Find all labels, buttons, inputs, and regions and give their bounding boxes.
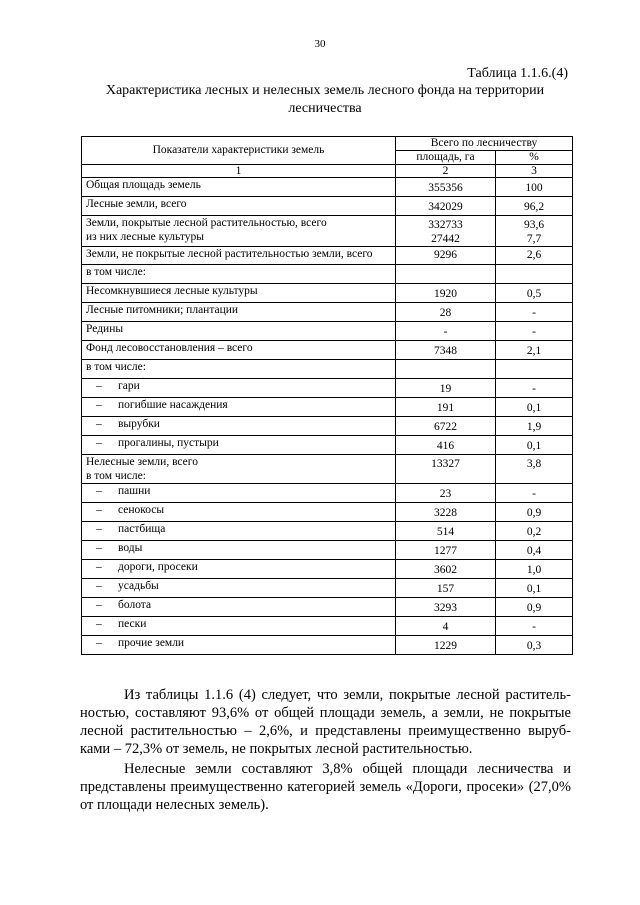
row-percent [496, 265, 573, 284]
row-label-text: пески [118, 618, 147, 630]
row-label-text: погибшие насаждения [118, 399, 228, 411]
row-label-line: Нелесные земли, всего [86, 456, 198, 468]
row-label [82, 216, 396, 247]
row-percent: 0,9 [496, 598, 573, 617]
row-label: Несомкнувшиеся лесные культуры [82, 284, 396, 303]
row-area: 342029 [396, 197, 496, 216]
column-number: 3 [496, 165, 573, 178]
table-row [82, 247, 573, 265]
table-row [82, 379, 573, 398]
header-percent: % [496, 151, 573, 165]
row-label [82, 579, 396, 598]
table-row [82, 265, 573, 284]
dash-marker: – [96, 599, 102, 611]
row-label [82, 636, 396, 655]
row-label-text: гари [118, 380, 140, 392]
row-area: 6722 [396, 417, 496, 436]
row-label [82, 541, 396, 560]
header-indicator: Показатели характеристики земель [82, 137, 396, 165]
row-area-line: 332733 [428, 219, 463, 231]
row-label [82, 398, 396, 417]
row-area: 4 [396, 617, 496, 636]
dash-marker: – [96, 485, 102, 497]
column-number: 1 [82, 165, 396, 178]
table-row [82, 617, 573, 636]
dash-marker: – [96, 561, 102, 573]
table-row [82, 322, 573, 341]
row-percent: 0,5 [496, 284, 573, 303]
row-label: в том числе: [82, 265, 396, 284]
dash-marker: – [96, 618, 102, 630]
row-area: 1277 [396, 541, 496, 560]
row-label: Фонд лесовосстановления – всего [82, 341, 396, 360]
row-area: 1229 [396, 636, 496, 655]
row-label [82, 617, 396, 636]
header-area: площадь, га [396, 151, 496, 165]
row-label-text: вырубки [118, 418, 160, 430]
row-percent: 0,4 [496, 541, 573, 560]
table-row [82, 341, 573, 360]
dash-marker: – [96, 399, 102, 411]
row-area: 9296 [396, 247, 496, 265]
row-label [82, 417, 396, 436]
row-label-text: пашни [118, 485, 151, 497]
row-area: 19 [396, 379, 496, 398]
table-row [82, 503, 573, 522]
row-percent: 0,1 [496, 436, 573, 455]
row-label-text: прогалины, пустыри [118, 437, 219, 449]
table-row [82, 417, 573, 436]
table-row [82, 178, 573, 197]
dash-marker: – [96, 542, 102, 554]
row-label [82, 436, 396, 455]
row-area: 416 [396, 436, 496, 455]
land-characteristics-table [81, 136, 573, 655]
table-row [82, 598, 573, 617]
row-area: 28 [396, 303, 496, 322]
row-area: 157 [396, 579, 496, 598]
row-label-line: Земли, покрытые лесной растительностью, всего [86, 217, 327, 229]
row-label: Земли, не покрытые лесной растительностью земли, всего [82, 247, 396, 265]
row-area: 3228 [396, 503, 496, 522]
table-row [82, 636, 573, 655]
row-percent-line: 7,7 [526, 233, 542, 245]
row-label [82, 598, 396, 617]
row-percent: 0,1 [496, 579, 573, 598]
row-label [82, 560, 396, 579]
table-row [82, 436, 573, 455]
row-percent: 2,1 [496, 341, 573, 360]
row-label [82, 522, 396, 541]
table-row [82, 284, 573, 303]
table-row [82, 303, 573, 322]
row-percent [496, 216, 573, 247]
row-label-text: болота [118, 599, 152, 611]
table-row [82, 360, 573, 379]
row-label-text: сенокосы [118, 504, 165, 516]
page-number: 30 [314, 38, 326, 50]
row-percent: 1,0 [496, 560, 573, 579]
row-label [82, 455, 396, 484]
row-label-text: дороги, просеки [118, 561, 198, 573]
row-label: Лесные земли, всего [82, 197, 396, 216]
row-percent: - [496, 484, 573, 503]
dash-marker: – [96, 437, 102, 449]
row-label-text: воды [118, 542, 143, 554]
row-label: Редины [82, 322, 396, 341]
row-percent: - [496, 379, 573, 398]
dash-marker: – [96, 418, 102, 430]
row-percent: 1,9 [496, 417, 573, 436]
body-paragraph: Из таблицы 1.1.6 (4) следует, что земли, покрытые лесной раститель-ностью, составляют 93,6% от общей площади земель, а земли, не покрытые лесной растительностью – 2,6%, и представлены преимущественно выруб-ками – 72,3% от земель, не покрытых лесной растительностью. [80, 687, 571, 757]
table-row [82, 484, 573, 503]
header-total-group: Всего по лесничеству [396, 137, 573, 151]
table-label: Таблица 1.1.6.(4) [467, 66, 568, 81]
row-percent [496, 360, 573, 379]
row-percent-line: 93,6 [523, 219, 545, 231]
row-area: 514 [396, 522, 496, 541]
dash-marker: – [96, 504, 102, 516]
row-area: 191 [396, 398, 496, 417]
row-percent: 2,6 [496, 247, 573, 265]
dash-marker: – [96, 637, 102, 649]
row-label-text: пастбища [118, 523, 166, 535]
row-percent: - [496, 303, 573, 322]
row-area: - [396, 322, 496, 341]
row-area [396, 265, 496, 284]
row-label: в том числе: [82, 360, 396, 379]
row-percent: 0,1 [496, 398, 573, 417]
row-label: Общая площадь земель [82, 178, 396, 197]
row-area: 3293 [396, 598, 496, 617]
table-row [82, 197, 573, 216]
row-area: 1920 [396, 284, 496, 303]
row-percent: - [496, 322, 573, 341]
row-label-line: в том числе: [86, 470, 146, 482]
row-label [82, 503, 396, 522]
row-percent: 3,8 [496, 455, 573, 484]
row-area [396, 216, 496, 247]
dash-marker: – [96, 523, 102, 535]
row-label [82, 484, 396, 503]
table-row [82, 579, 573, 598]
body-paragraph: Нелесные земли составляют 3,8% общей площади лесничества и представлены преимущественно категорией земель «Дороги, просеки» (27,0% от площади нелесных земель). [80, 761, 571, 813]
table-row [82, 216, 573, 247]
row-label [82, 379, 396, 398]
row-area: 13327 [396, 455, 496, 484]
row-area [396, 360, 496, 379]
table-row [82, 398, 573, 417]
row-percent: 0,2 [496, 522, 573, 541]
row-area: 3602 [396, 560, 496, 579]
row-label-line: из них лесные культуры [86, 231, 204, 243]
row-percent: 96,2 [496, 197, 573, 216]
row-label-text: усадьбы [118, 580, 159, 592]
row-area: 23 [396, 484, 496, 503]
row-percent: 100 [496, 178, 573, 197]
dash-marker: – [96, 380, 102, 392]
row-area: 355356 [396, 178, 496, 197]
dash-marker: – [96, 580, 102, 592]
row-label: Лесные питомники; плантации [82, 303, 396, 322]
row-label-text: прочие земли [118, 637, 185, 649]
row-area-line: 27442 [431, 233, 460, 245]
row-percent: - [496, 617, 573, 636]
table-row [82, 560, 573, 579]
row-area: 7348 [396, 341, 496, 360]
table-row [82, 455, 573, 484]
table-row [82, 522, 573, 541]
table-row [82, 541, 573, 560]
row-percent: 0,3 [496, 636, 573, 655]
row-percent: 0,9 [496, 503, 573, 522]
column-number: 2 [396, 165, 496, 178]
table-title: Характеристика лесных и нелесных земель лесного фонда на территории лесничества [105, 83, 545, 116]
